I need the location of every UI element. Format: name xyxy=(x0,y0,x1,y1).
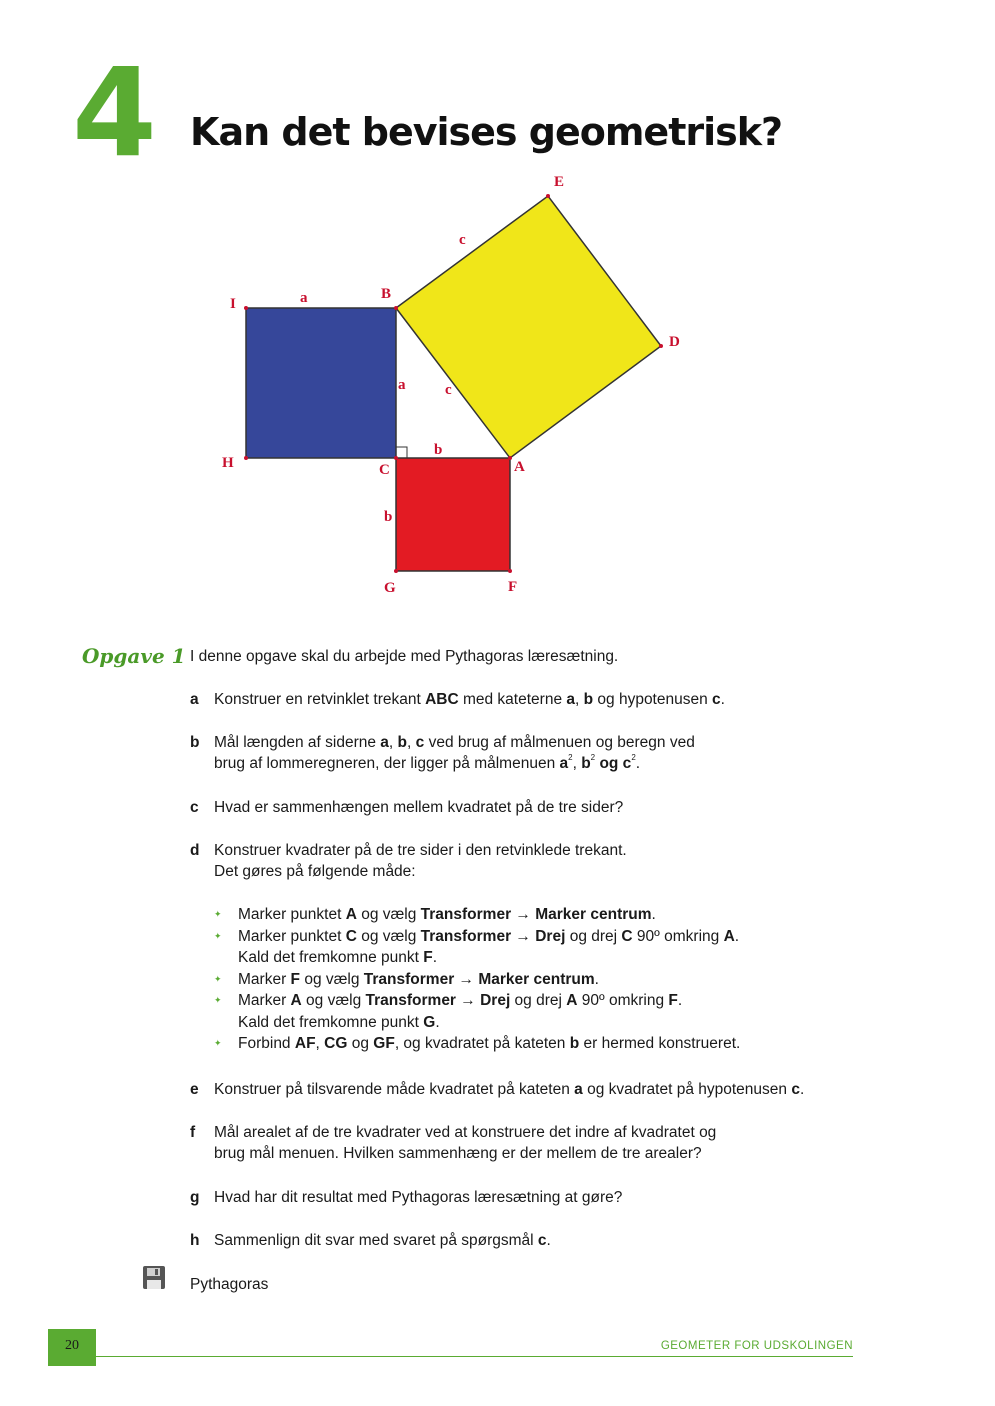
item-letter-h: h xyxy=(190,1232,200,1249)
bullet-icon: ✦ xyxy=(214,909,222,919)
label-vertex-e: E xyxy=(554,174,565,190)
pythagoras-figure xyxy=(200,160,720,610)
square-c xyxy=(396,196,661,458)
item-letter-b: b xyxy=(190,734,200,751)
chapter-title: Kan det bevises geometrisk? xyxy=(190,110,783,154)
step-item: ✦ Marker F og vælg Transformer → Marker centrum. xyxy=(214,969,854,991)
right-angle-mark xyxy=(396,447,407,458)
item-e-text: Konstruer på tilsvarende måde kvadratet på kateten a og kvadratet på hypotenusen c. xyxy=(214,1081,805,1098)
label-side-a-top: a xyxy=(300,290,308,306)
step-item: ✦ Forbind AF, CG og GF, og kvadratet på kateten b er hermed konstrueret. xyxy=(214,1033,854,1055)
square-a xyxy=(246,308,396,458)
label-vertex-a: A xyxy=(514,459,525,475)
item-letter-e: e xyxy=(190,1081,199,1098)
item-letter-d: d xyxy=(190,842,200,859)
item-a-text: Konstruer en retvinklet trekant ABC med kateterne a, b og hypotenusen c. xyxy=(214,691,725,708)
resource-label: Pythagoras xyxy=(190,1276,269,1293)
item-letter-f: f xyxy=(190,1124,196,1141)
item-g-text: Hvad har dit resultat med Pythagoras læresætning at gøre? xyxy=(214,1189,623,1206)
label-vertex-f: F xyxy=(508,579,518,595)
bullet-icon: ✦ xyxy=(214,930,222,941)
item-b-text: Mål længden af siderne a, b, c ved brug af målmenuen og beregn ved brug af lommeregneren, der ligger på målmenuen $a^2$, $b^2$ og $c^2$. xyxy=(214,734,695,772)
bullet-icon: ✦ xyxy=(214,1038,222,1048)
item-h-text: Sammenlign dit svar med svaret på spørgsmål c. xyxy=(214,1232,551,1249)
label-vertex-h: H xyxy=(222,455,234,471)
step-item: ✦ Marker punktet C og vælg Transformer → Drej og drej C 90º omkring A. Kald det fremkomne punkt F. xyxy=(214,927,740,966)
task-intro: I denne opgave skal du arbejde med Pythagoras læresætning. xyxy=(190,648,619,665)
label-vertex-b: B xyxy=(381,286,392,302)
item-letter-g: g xyxy=(190,1189,200,1206)
item-d-line2: Det gøres på følgende måde: xyxy=(214,863,416,880)
label-side-a-right: a xyxy=(398,377,406,393)
step-item: ✦ Marker A og vælg Transformer → Drej og drej A 90º omkring F. Kald det fremkomne punkt G. xyxy=(214,992,683,1031)
label-vertex-g: G xyxy=(384,580,396,596)
page-number: 20 xyxy=(65,1338,79,1353)
task-label: Opgave 1 xyxy=(82,644,186,668)
label-side-b-left: b xyxy=(384,509,393,525)
floppy-disk-icon xyxy=(143,1266,165,1289)
chapter-number: 4 xyxy=(72,42,153,184)
bullet-icon: ✦ xyxy=(214,995,222,1005)
item-letter-a: a xyxy=(190,691,199,708)
item-letter-c: c xyxy=(190,799,199,816)
label-vertex-c: C xyxy=(379,462,390,478)
item-f-line2: brug mål menuen. Hvilken sammenhæng er der mellem de tre arealer? xyxy=(214,1145,702,1162)
footer-divider xyxy=(96,1356,853,1357)
label-side-b-top: b xyxy=(434,442,443,458)
label-vertex-d: D xyxy=(669,334,680,350)
item-c-text: Hvad er sammenhængen mellem kvadratet på de tre sider? xyxy=(214,799,624,816)
label-side-c-lower: c xyxy=(445,382,452,398)
step-item: ✦ Marker punktet A og vælg Transformer → Marker centrum. xyxy=(214,904,854,926)
square-b xyxy=(396,458,510,571)
item-d-line1: Konstruer kvadrater på de tre sider i den retvinklede trekant. xyxy=(214,842,627,859)
footer-book-title: GEOMETER FOR UDSKOLINGEN xyxy=(660,1340,853,1352)
label-side-c-upper: c xyxy=(459,232,466,248)
step-list xyxy=(214,904,854,1055)
label-vertex-i: I xyxy=(230,296,236,312)
bullet-icon: ✦ xyxy=(214,973,222,984)
item-f-line1: Mål arealet af de tre kvadrater ved at konstruere det indre af kvadratet og xyxy=(214,1124,717,1141)
